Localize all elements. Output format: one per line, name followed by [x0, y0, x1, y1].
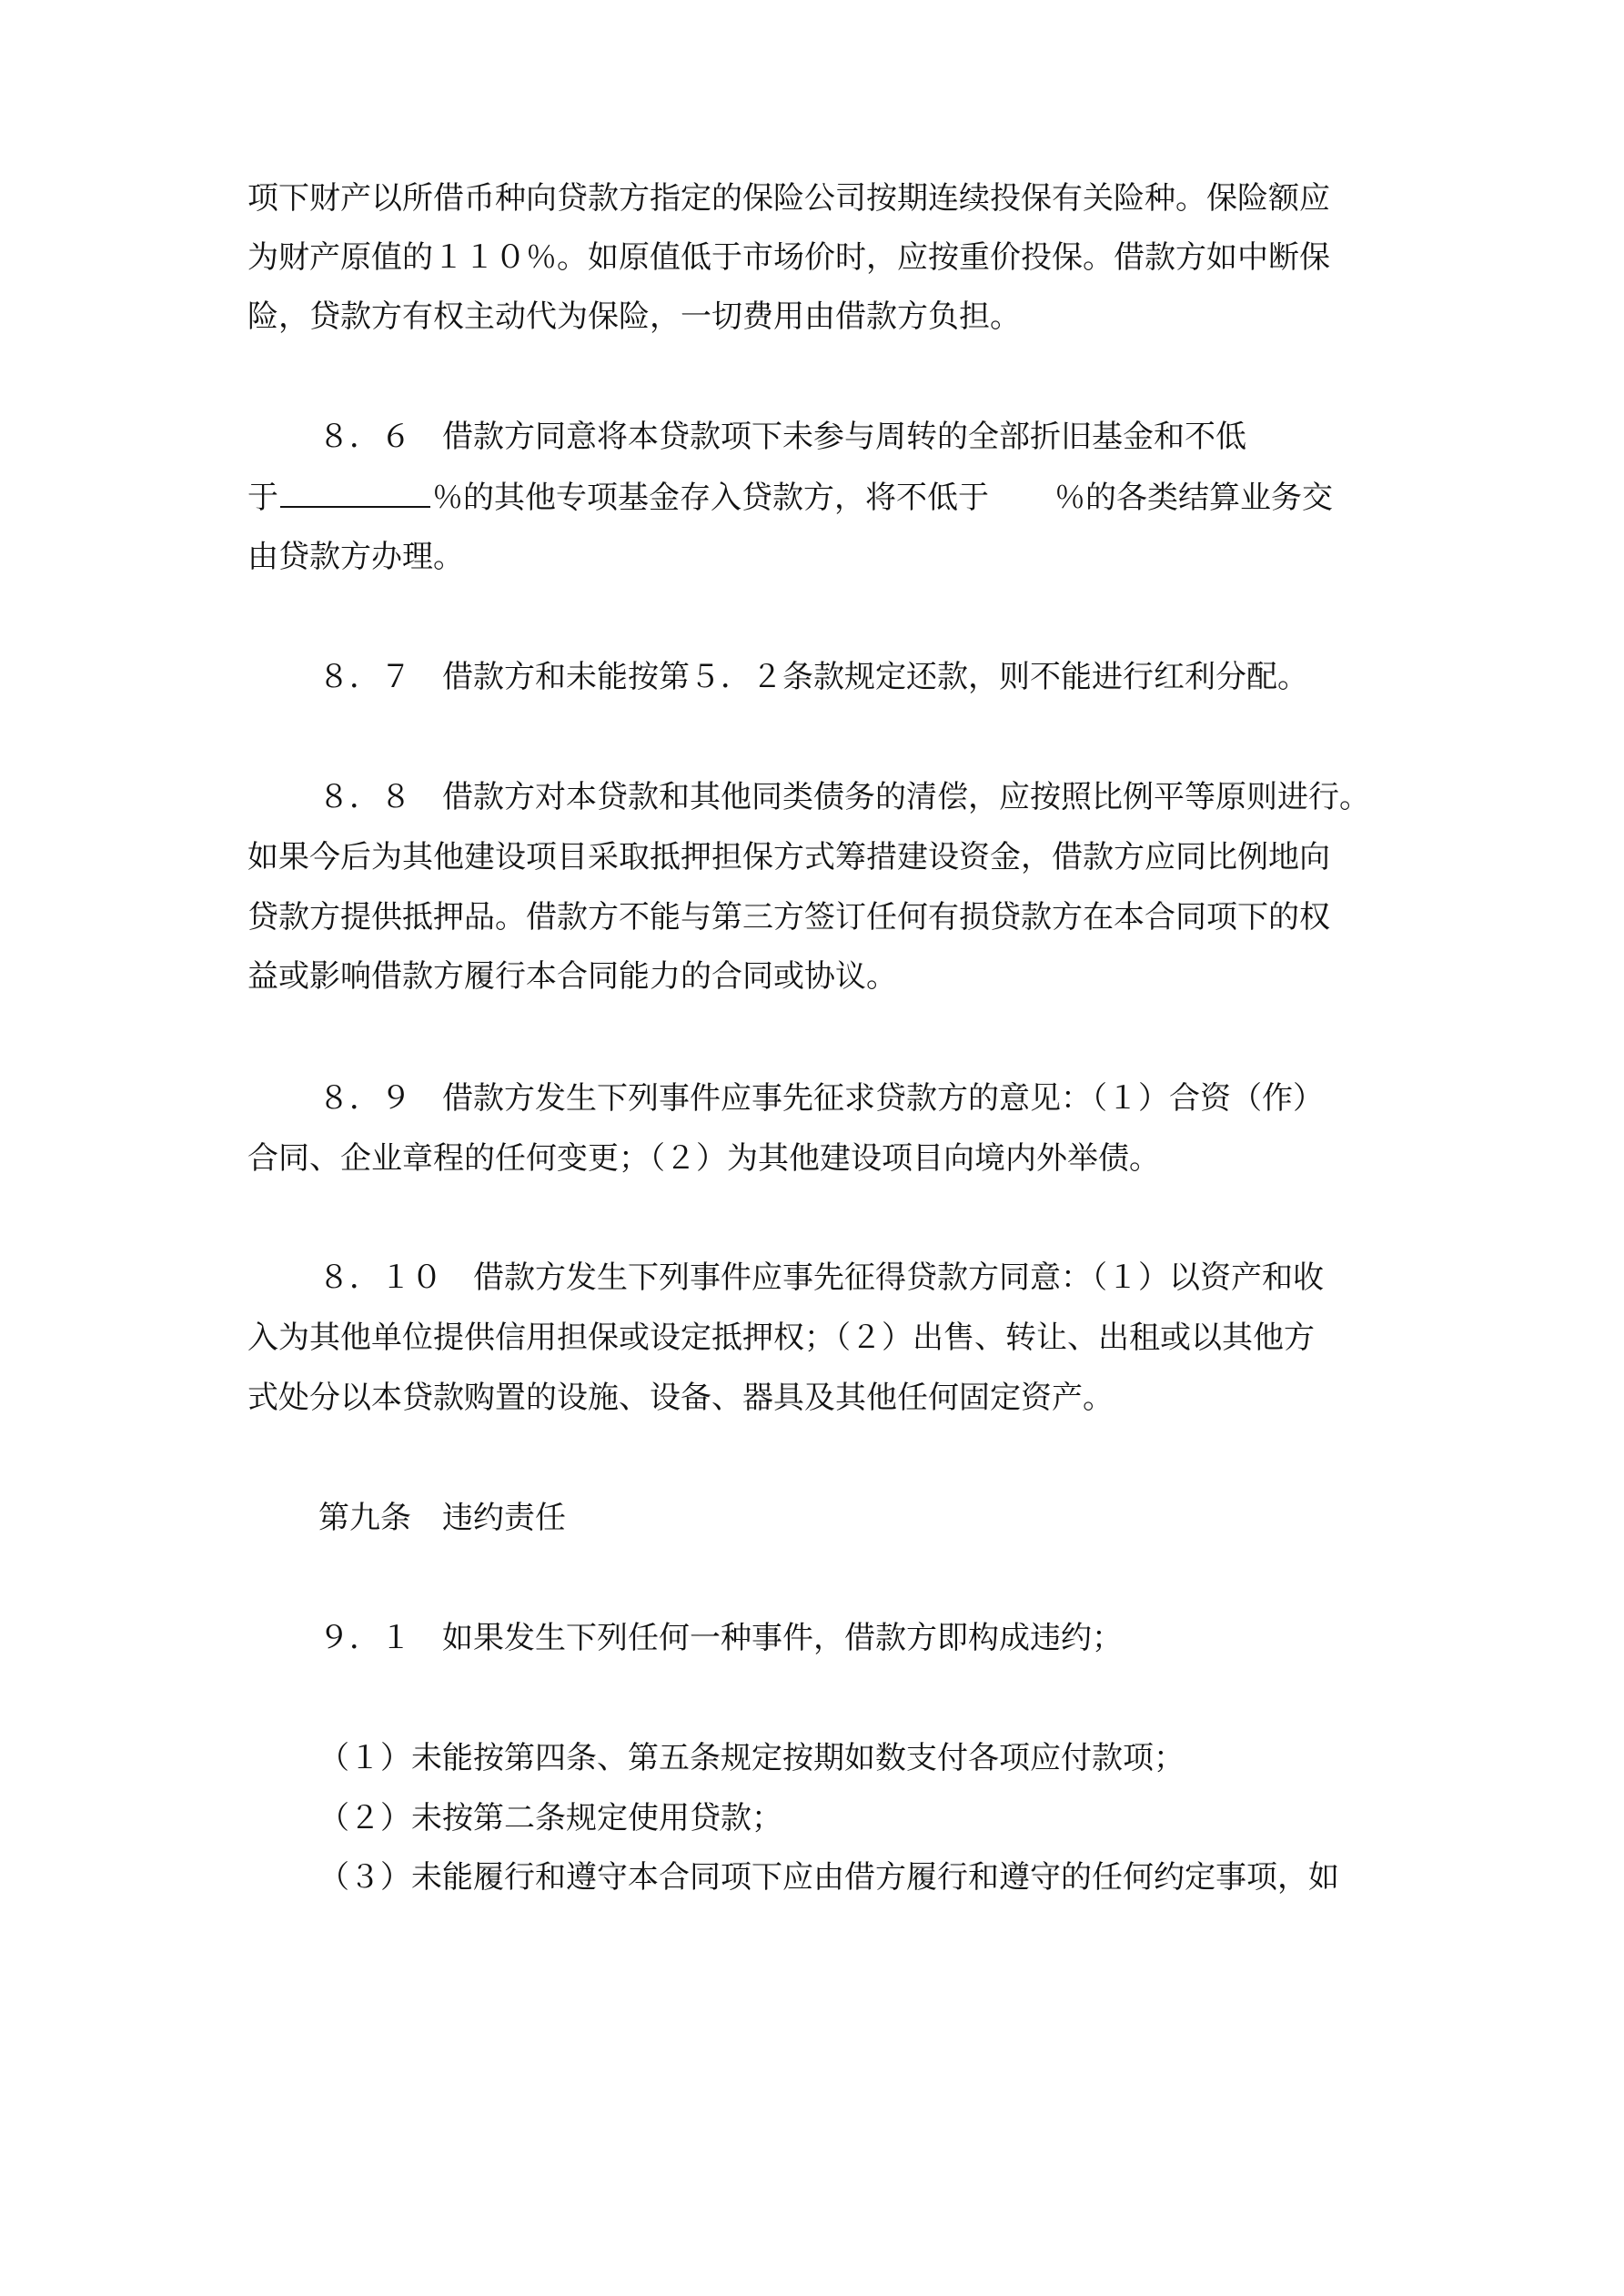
- paragraph-line: 入为其他单位提供信用担保或设定抵押权；（２）出售、转让、出租或以其他方: [247, 1320, 1315, 1356]
- paragraph-line: 为财产原值的１１０％。如原值低于市场价时，应按重价投保。借款方如中断保: [247, 239, 1330, 276]
- list-item: （３）未能履行和遵守本合同项下应由借方履行和遵守的任何约定事项，如: [318, 1859, 1339, 1896]
- clause-8-8-line: ８．８ 借款方对本贷款和其他同类债务的清偿，应按照比例平等原则进行。: [318, 779, 1370, 815]
- fill-in-blank[interactable]: [280, 479, 430, 508]
- clause-9-1-line: ９．１ 如果发生下列任何一种事件，借款方即构成违约；: [318, 1620, 1123, 1656]
- paragraph-line: 如果今后为其他建设项目采取抵押担保方式筹措建设资金，借款方应同比例地向: [247, 839, 1330, 875]
- text-segment: ％的各类结算业务交: [1054, 480, 1333, 516]
- paragraph-line: 项下财产以所借币种向贷款方指定的保险公司按期连续投保有关险种。保险额应: [247, 180, 1330, 217]
- paragraph-line: 贷款方提供抵押品。借款方不能与第三方签订任何有损贷款方在本合同项下的权: [247, 899, 1330, 936]
- clause-8-10-line: ８．１０ 借款方发生下列事件应事先征得贷款方同意：（１）以资产和收: [318, 1259, 1324, 1296]
- list-item: （２）未按第二条规定使用贷款；: [318, 1800, 782, 1836]
- list-item: （１）未能按第四条、第五条规定按期如数支付各项应付款项；: [318, 1740, 1185, 1776]
- paragraph-line: 式处分以本贷款购置的设施、设备、器具及其他任何固定资产。: [247, 1380, 1114, 1416]
- paragraph-line: 益或影响借款方履行本合同能力的合同或协议。: [247, 958, 897, 995]
- paragraph-line: 合同、企业章程的任何变更；（２）为其他建设项目向境内外举债。: [247, 1140, 1160, 1177]
- paragraph-line: 险，贷款方有权主动代为保险，一切费用由借款方负担。: [247, 298, 1021, 335]
- article-9-heading: 第九条 违约责任: [318, 1500, 566, 1536]
- clause-8-7-line: ８．７ 借款方和未能按第５．２条款规定还款，则不能进行红利分配。: [318, 659, 1308, 695]
- clause-8-6-blank-line: [247, 479, 1333, 516]
- paragraph-line: 由贷款方办理。: [247, 539, 464, 575]
- text-segment: ％的其他专项基金存入贷款方，将不低于: [432, 480, 989, 516]
- clause-8-9-line: ８．９ 借款方发生下列事件应事先征求贷款方的意见：（１）合资（作）: [318, 1080, 1324, 1117]
- text-segment: 于: [247, 480, 278, 516]
- clause-8-6-line: ８．６ 借款方同意将本贷款项下未参与周转的全部折旧基金和不低: [318, 419, 1246, 455]
